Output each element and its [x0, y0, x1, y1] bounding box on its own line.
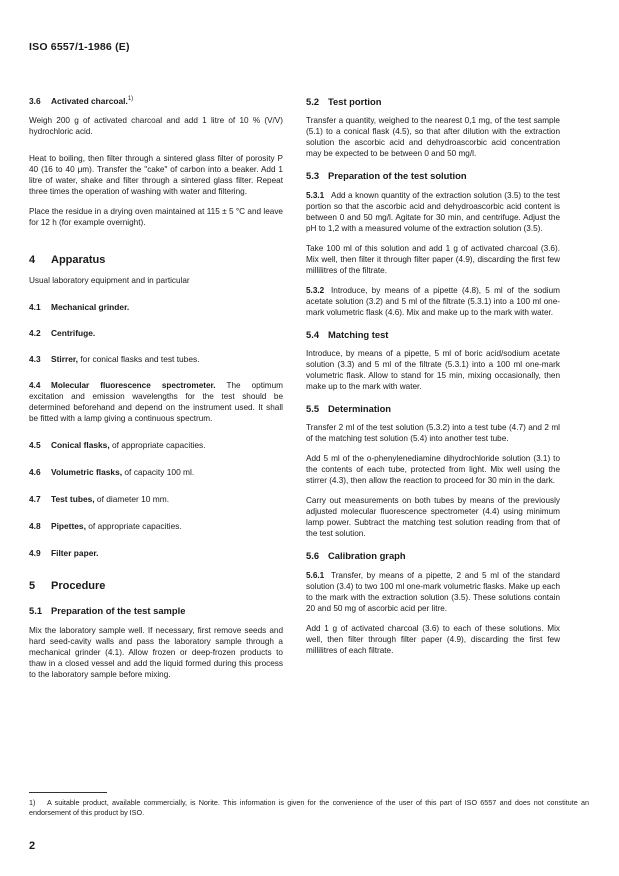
- section-5-3-2-para-1: 5.3.2 Introduce, by means of a pipette (4.8), 5 ml of the sodium acetate solution (3.2) and 5 ml of the filtrate (5.3.1) into a 100 ml one-mark volumetric flask (4.6). Mix and make up to the mark with water.: [306, 286, 560, 317]
- section-5-2-para-1: Transfer a quantity, weighed to the nearest 0,1 mg, of the test sample (5.1) to a conical flask (4.5), so that after dilution with the extraction solution the ascorbic acid and dehydroascorbic acid concentration may be expected to be between 0 and 50 mg/l.: [306, 116, 560, 158]
- left-column: [29, 96, 283, 689]
- section-5-1-para-1: Mix the laboratory sample well. If necessary, first remove seeds and hard seed-cavity walls and pass the laboratory sample through a mechanical grinder (4.1). Allow frozen or deep-frozen products to thaw in a closed vessel and add the liquid formed during this process to the laboratory sample before mixing.: [29, 626, 283, 679]
- section-5-4-para-1: Introduce, by means of a pipette, 5 ml of boric acid/sodium acetate solution (3.3) and 5 ml of the filtrate (5.3.1) into a 100 ml one-mark volumetric flask. Allow to stand for 15 min, mixing occasionally, then make up to the mark with water.: [306, 349, 560, 391]
- section-3-6-para-1: Weigh 200 g of activated charcoal and add 1 litre of 10 % (V/V) hydrochloric acid.: [29, 116, 283, 136]
- section-5-5-para-1: Transfer 2 ml of the test solution (5.3.2) into a test tube (4.7) and 2 ml of the matching test solution (5.4) into another test tube.: [306, 423, 560, 443]
- section-5-3-1-para-2: Take 100 ml of this solution and add 1 g of activated charcoal (3.6). Mix well, then filter it through filter paper (4.9), discarding the first few millilitres of the filtrate.: [306, 244, 560, 275]
- document-header: ISO 6557/1-1986 (E): [29, 41, 130, 53]
- section-3-6-heading: 3.6 Activated charcoal.$^{1)}$: [29, 96, 134, 106]
- section-5-6-1-para-1: 5.6.1 Transfer, by means of a pipette, 2 and 5 ml of the standard solution (3.4) to two 100 ml one-mark volumetric flasks. Make up each to the mark with the extraction solution (3.5). These solutions contain 20 and 50 mg of ascorbic acid per litre.: [306, 571, 560, 613]
- section-3-6-para-2: Heat to boiling, then filter through a sintered glass filter of porosity P 40 (16 to 40 μm). Transfer the "cake" of carbon into a beaker. Add 1 litre of water, shake and filter through a sintered glass filter. Repeat three times the operation of washing with water and filtering.: [29, 154, 283, 196]
- section-5-3-1-para-1: 5.3.1 Add a known quantity of the extraction solution (3.5) to the test portion so that the ascorbic acid and dehydroascorbic acid content is between 0 and 50 mg/l. Agitate for 30 min, and centrifuge. Adjust the pH to 1,2 with a measured volume of the extraction solution (3.5).: [306, 191, 560, 233]
- item-4-5: 4.5 Conical flasks, of appropriate capacities.: [29, 440, 206, 450]
- item-4-8: 4.8 Pipettes, of appropriate capacities.: [29, 521, 182, 531]
- item-4-1: 4.1 Mechanical grinder.: [29, 302, 130, 312]
- item-4-7: 4.7 Test tubes, of diameter 10 mm.: [29, 494, 170, 504]
- section-4-heading: 4 Apparatus: [29, 254, 106, 266]
- item-4-2: 4.2 Centrifuge.: [29, 328, 96, 338]
- section-5-4-heading: 5.4 Matching test: [306, 329, 389, 340]
- section-4-intro: Usual laboratory equipment and in particular: [29, 276, 190, 285]
- section-5-5-para-2: Add 5 ml of the o-phenylenediamine dihydrochloride solution (3.1) to the contents of each tube, protected from light. Mix well using the stirrer (4.3), then allow the reaction to proceed for 30 min in the dark.: [306, 454, 560, 485]
- item-4-4: 4.4 Molecular fluorescence spectrometer. The optimum excitation and emission wavelengths for the test should be determined beforehand and depend on the instrument used. It shall be fitted with a lamp giving a continuous spectrum.: [29, 381, 284, 423]
- section-5-6-1-para-2: Add 1 g of activated charcoal (3.6) to each of these solutions. Mix well, then filter through filter paper (4.9), discarding the first few millilitres of each filtrate.: [306, 624, 560, 655]
- section-5-heading: 5 Procedure: [29, 580, 106, 592]
- right-column: [306, 96, 560, 665]
- section-5-3-heading: 5.3 Preparation of the test solution: [306, 170, 467, 181]
- section-5-1-heading: 5.1 Preparation of the test sample: [29, 605, 186, 616]
- item-4-6: 4.6 Volumetric flasks, of capacity 100 ml.: [29, 467, 195, 477]
- section-5-5-heading: 5.5 Determination: [306, 403, 392, 414]
- footnote-divider: [29, 792, 107, 793]
- section-5-2-heading: 5.2 Test portion: [306, 96, 382, 107]
- item-4-3: 4.3 Stirrer, for conical flasks and test tubes.: [29, 354, 200, 364]
- section-5-5-para-3: Carry out measurements on both tubes by means of the previously adjusted molecular fluorescence spectrometer (4.4) using minimum lamp power. Subtract the matching test solution reading from that of the test solution.: [306, 496, 560, 538]
- item-4-9: 4.9 Filter paper.: [29, 548, 99, 558]
- page-number: 2: [29, 840, 36, 852]
- section-5-6-heading: 5.6 Calibration graph: [306, 550, 406, 561]
- footnote-reference: 1): [127, 96, 134, 103]
- footnote: 1) A suitable product, available commercially, is Norite. This information is given for the convenience of the user of this part of ISO 6557 and does not constitute an endorsement of this product by ISO.: [29, 798, 589, 817]
- section-3-6-para-3: Place the residue in a drying oven maintained at 115 ± 5 °C and leave for 12 h (for example overnight).: [29, 207, 283, 227]
